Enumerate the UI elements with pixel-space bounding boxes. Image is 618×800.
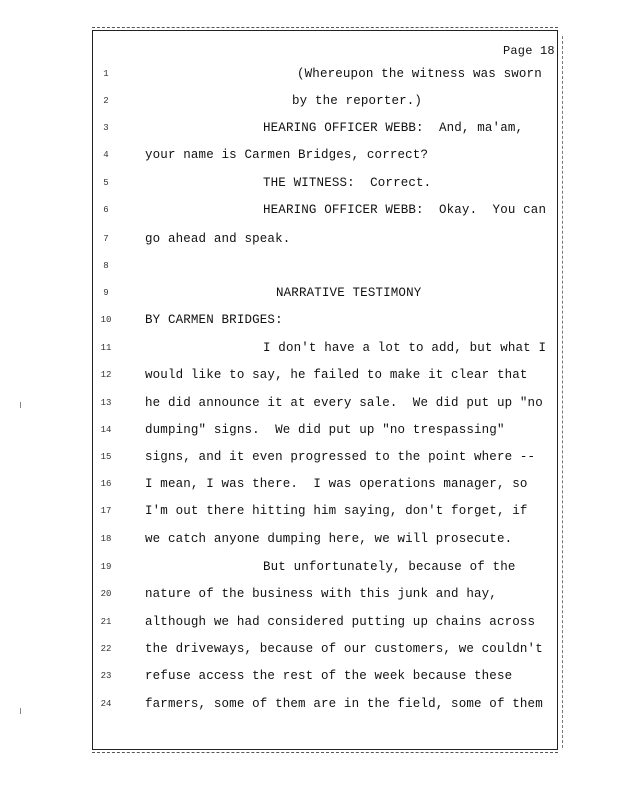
line-number: 8 xyxy=(103,261,109,271)
transcript-line xyxy=(0,476,618,492)
transcript-line xyxy=(0,312,618,328)
line-text: nature of the business with this junk and hay, xyxy=(145,587,497,601)
transcript-line xyxy=(0,395,618,411)
transcript-line xyxy=(0,641,618,657)
line-number: 22 xyxy=(100,644,112,654)
line-number: 10 xyxy=(100,315,112,325)
transcript-line xyxy=(0,66,618,82)
line-text: would like to say, he failed to make it clear that xyxy=(145,368,528,382)
transcript-line xyxy=(0,614,618,630)
line-number: 5 xyxy=(103,178,109,188)
line-number: 14 xyxy=(100,425,112,435)
line-number: 21 xyxy=(100,617,112,627)
transcript-line xyxy=(0,559,618,575)
line-text: your name is Carmen Bridges, correct? xyxy=(145,148,429,162)
transcript-line xyxy=(0,175,618,191)
transcript-line xyxy=(0,340,618,356)
bottom-scan-rule xyxy=(92,752,558,753)
transcript-line xyxy=(0,285,618,301)
line-text: I don't have a lot to add, but what I xyxy=(263,341,547,355)
line-text: we catch anyone dumping here, we will prosecute. xyxy=(145,532,513,546)
line-text: signs, and it even progressed to the point where -- xyxy=(145,450,536,464)
line-number: 19 xyxy=(100,562,112,572)
line-text: by the reporter.) xyxy=(292,94,423,108)
transcript-line xyxy=(0,696,618,712)
transcript-line xyxy=(0,202,618,218)
line-number: 12 xyxy=(100,370,112,380)
transcript-line xyxy=(0,586,618,602)
line-text: I'm out there hitting him saying, don't forget, if xyxy=(145,504,528,518)
line-number: 7 xyxy=(103,234,109,244)
line-number: 24 xyxy=(100,699,112,709)
page-number: Page 18 xyxy=(503,44,555,58)
line-number: 4 xyxy=(103,150,109,160)
line-text: farmers, some of them are in the field, some of them xyxy=(145,697,543,711)
line-number: 6 xyxy=(103,205,109,215)
line-text: NARRATIVE TESTIMONY xyxy=(276,286,422,300)
line-number: 2 xyxy=(103,96,109,106)
line-text: go ahead and speak. xyxy=(145,232,291,246)
transcript-line xyxy=(0,120,618,136)
line-text: HEARING OFFICER WEBB: And, ma'am, xyxy=(263,121,524,135)
line-number: 23 xyxy=(100,671,112,681)
transcript-line xyxy=(0,231,618,247)
transcript-line xyxy=(0,449,618,465)
line-number: 17 xyxy=(100,506,112,516)
line-number: 11 xyxy=(100,343,112,353)
transcript-line xyxy=(0,93,618,109)
line-text: refuse access the rest of the week because these xyxy=(145,669,513,683)
transcript-line xyxy=(0,531,618,547)
line-number: 20 xyxy=(100,589,112,599)
line-text: BY CARMEN BRIDGES: xyxy=(145,313,283,327)
line-text: the driveways, because of our customers, we couldn't xyxy=(145,642,543,656)
transcript-line xyxy=(0,503,618,519)
line-number: 3 xyxy=(103,123,109,133)
line-number: 1 xyxy=(103,69,109,79)
line-number: 16 xyxy=(100,479,112,489)
line-number: 18 xyxy=(100,534,112,544)
line-text: he did announce it at every sale. We did put up "no xyxy=(145,396,543,410)
line-text: THE WITNESS: Correct. xyxy=(263,176,432,190)
transcript-line xyxy=(0,668,618,684)
transcript-line xyxy=(0,147,618,163)
line-text: although we had considered putting up chains across xyxy=(145,615,536,629)
line-text: (Whereupon the witness was sworn xyxy=(297,67,542,81)
top-scan-rule xyxy=(92,27,558,28)
line-text: I mean, I was there. I was operations manager, so xyxy=(145,477,528,491)
line-number: 15 xyxy=(100,452,112,462)
line-number: 9 xyxy=(103,288,109,298)
line-text: HEARING OFFICER WEBB: Okay. You can xyxy=(263,203,547,217)
transcript-line xyxy=(0,258,618,274)
transcript-line xyxy=(0,367,618,383)
line-text: But unfortunately, because of the xyxy=(263,560,516,574)
line-number: 13 xyxy=(100,398,112,408)
line-text: dumping" signs. We did put up "no trespassing" xyxy=(145,423,505,437)
transcript-line xyxy=(0,422,618,438)
